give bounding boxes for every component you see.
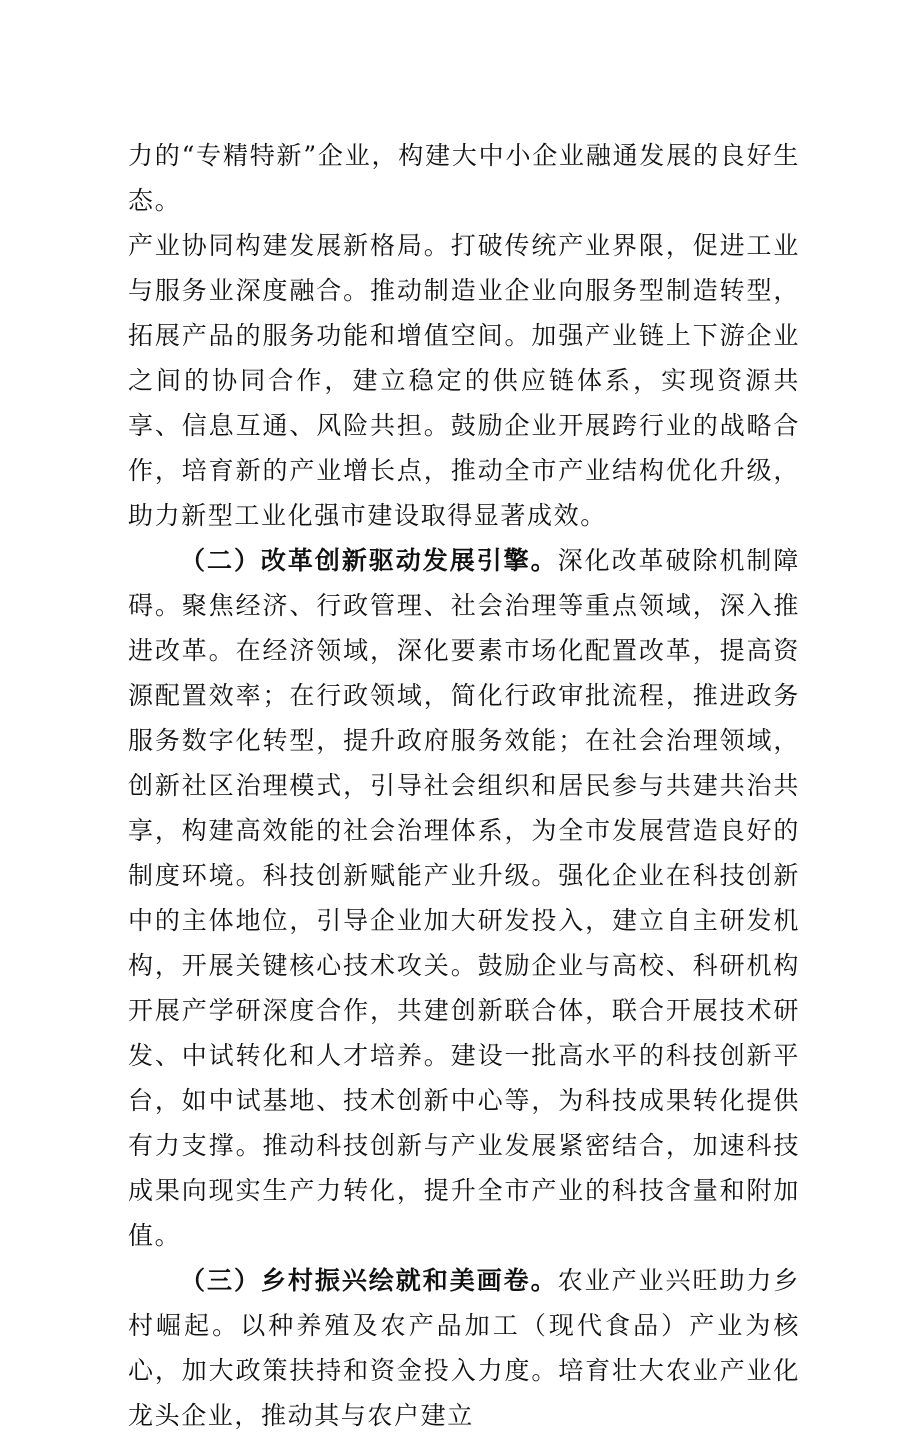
section-heading: （三）乡村振兴绘就和美画卷。 (180, 1266, 558, 1295)
paragraph-continuation (128, 133, 800, 223)
paragraph-rural-revitalization (128, 1258, 800, 1438)
paragraph-text: 产业协同构建发展新格局。打破传统产业界限，促进工业与服务业深度融合。推动制造业企业向服务型制造转型，拓展产品的服务功能和增值空间。加强产业链上下游企业之间的协同合作，建立稳定的供应链体系，实现资源共享、信息互通、风险共担。鼓励企业开展跨行业的战略合作，培育新的产业增长点，推动全市产业结构优化升级，助力新型工业化强市建设取得显著成效。 (128, 231, 800, 530)
paragraph-industry-synergy (128, 223, 800, 538)
paragraph-reform-innovation (128, 538, 800, 1258)
paragraph-text: 深化改革破除机制障碍。聚焦经济、行政管理、社会治理等重点领域，深入推进改革。在经济领域，深化要素市场化配置改革，提高资源配置效率；在行政领域，简化行政审批流程，推进政务服务数字化转型，提升政府服务效能；在社会治理领域，创新社区治理模式，引导社会组织和居民参与共建共治共享，构建高效能的社会治理体系，为全市发展营造良好的制度环境。科技创新赋能产业升级。强化企业在科技创新中的主体地位，引导企业加大研发投入，建立自主研发机构，开展关键核心技术攻关。鼓励企业与高校、科研机构开展产学研深度合作，共建创新联合体，联合开展技术研发、中试转化和人才培养。建设一批高水平的科技创新平台，如中试基地、技术创新中心等，为科技成果转化提供有力支撑。推动科技创新与产业发展紧密结合，加速科技成果向现实生产力转化，提升全市产业的科技含量和附加值。 (128, 546, 801, 1250)
paragraph-text: 力的“专精特新”企业，构建大中小企业融通发展的良好生态。 (128, 141, 800, 215)
document-body (128, 133, 800, 1438)
section-heading: （二）改革创新驱动发展引擎。 (180, 546, 558, 575)
paragraph-text: 农业产业兴旺助力乡村崛起。以种养殖及农产品加工（现代食品）产业为核心，加大政策扶持和资金投入力度。培育壮大农业产业化龙头企业，推动其与农户建立 (128, 1266, 801, 1430)
